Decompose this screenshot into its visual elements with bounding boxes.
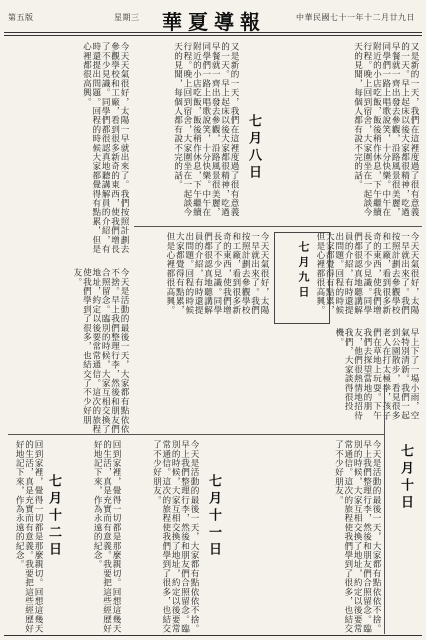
article-column: 早上下了一場小雨，空氣特別清新。我們一起到公園散步，看見很多老人在打太極拳，孩子們在草地上玩耍。下午我們去探望當地的朋友，他們很熱情地招待我們，大家談得很投機。 [333, 328, 419, 420]
band-divider [134, 226, 422, 227]
article-column: 又是新的一天，我們在這裡度過了很有意義的一天。早上起床以後大家都很精神，吃過早餐就一齊出發去參觀，沿路風景很美麗，同學們一路上唱歌說笑，十分快樂。中午在附近的小店吃飯，飯後稍作休息，下午繼續行程。晚上回到宿舍，大家圍坐在一起談今天的見聞，每個人都有說不完的話。 [172, 42, 239, 217]
article-column: 今天是活動的最後一天，大家都有點依依不捨。早上我們整理行李，然後和朋友們合照留念。臨別的時候，大家互相交換了地址，約定以後要常常通信。這次的旅程使我們學到了很多，也結交了不少好朋友。 [151, 440, 199, 634]
masthead [4, 4, 422, 34]
article-column: 今天是活動的最後一天，大家都有點依依不捨。早上我們整理行李，然後和朋友們合照留念。臨別的時候，大家互相交換了地址，約定以後要常常通信。這次的旅程使我們學到了很多，也結交了不少好朋友。 [71, 268, 129, 434]
section-date-heading: 七月十日 [398, 444, 413, 512]
boxed-article [274, 232, 330, 324]
article-column: 又是新的一天，我們在這裡度過了很有意義的一天。早上起床以後大家都很精神，吃過早餐就一齊出發去參觀，沿路風景很美麗，同學們一路上唱歌說笑，十分快樂。中午在附近的小店吃飯，飯後稍作休息，下午繼續行程。晚上回到宿舍，大家圍坐在一起談今天的見聞，每個人都有說不完的話。 [352, 42, 419, 217]
section-date-heading: 七月九日 [297, 241, 310, 301]
article-column: 今天天氣很好，太陽一早就出來了。我們按照計劃去參觀學校和工廠，看到很多新奇的東西，使我們增長了不少見識。同學們都很認真地聽講解員的介紹，有時還提出問題。回程的時候大家都覺得有點累，但是心裡都很高興。 [81, 42, 129, 254]
article-column: 今天天氣很好，太陽一早就出來了。我們按照計劃去參觀學校和工廠，看到很多新奇的東西，使我們增長了不少見識。同學們都很認真地聽講解員的介紹，有時還提出問題。回程的時候大家都覺得有點累，但是心裡都很高興。 [314, 232, 419, 315]
article-column: 回到家裡，覺得一切都是那麼親切。回想這幾天的生活，真是充實而有意義。我要把這些經歷好好地記下來，作為永遠的紀念。 [92, 440, 121, 634]
section-date-heading: 七月八日 [246, 114, 261, 182]
newspaper-title: 華夏導報 [162, 10, 266, 34]
header-rule [4, 32, 422, 33]
article-column: 回到家裡，覺得一切都是那麼親切。回想這幾天的生活，真是充實而有意義。我要把這些經歷好好地記下來，作為永遠的紀念。 [14, 440, 43, 634]
edition-label: 第五版 [8, 13, 34, 22]
section-date-heading: 七月十二日 [46, 474, 61, 559]
article-column: 今天天氣很好，太陽一早就出來了。我們按照計劃去參觀學校和工廠，看到很多新奇的東西，使我們增長了不少見識。同學們都很認真地聽講解員的介紹，有時還提出問題。回程的時候大家都覺得有點累，但是心裡都很高興。 [164, 232, 269, 315]
date-line: 中華民國七十一年十二月廿九日 [296, 13, 415, 22]
article-column: 今天是活動的最後一天，大家都有點依依不捨。早上我們整理行李，然後和朋友們合照留念。臨別的時候，大家互相交換了地址，約定以後要常常通信。這次的旅程使我們學到了很多，也結交了不少好朋友。 [333, 440, 381, 634]
column-rule [384, 384, 385, 634]
newspaper-page [4, 4, 422, 636]
weekday-label: 星期三 [114, 13, 140, 22]
band-divider [8, 434, 384, 435]
header-rule-thin [4, 35, 422, 36]
footer-rule [4, 635, 422, 636]
section-date-heading: 七月十一日 [206, 474, 221, 559]
